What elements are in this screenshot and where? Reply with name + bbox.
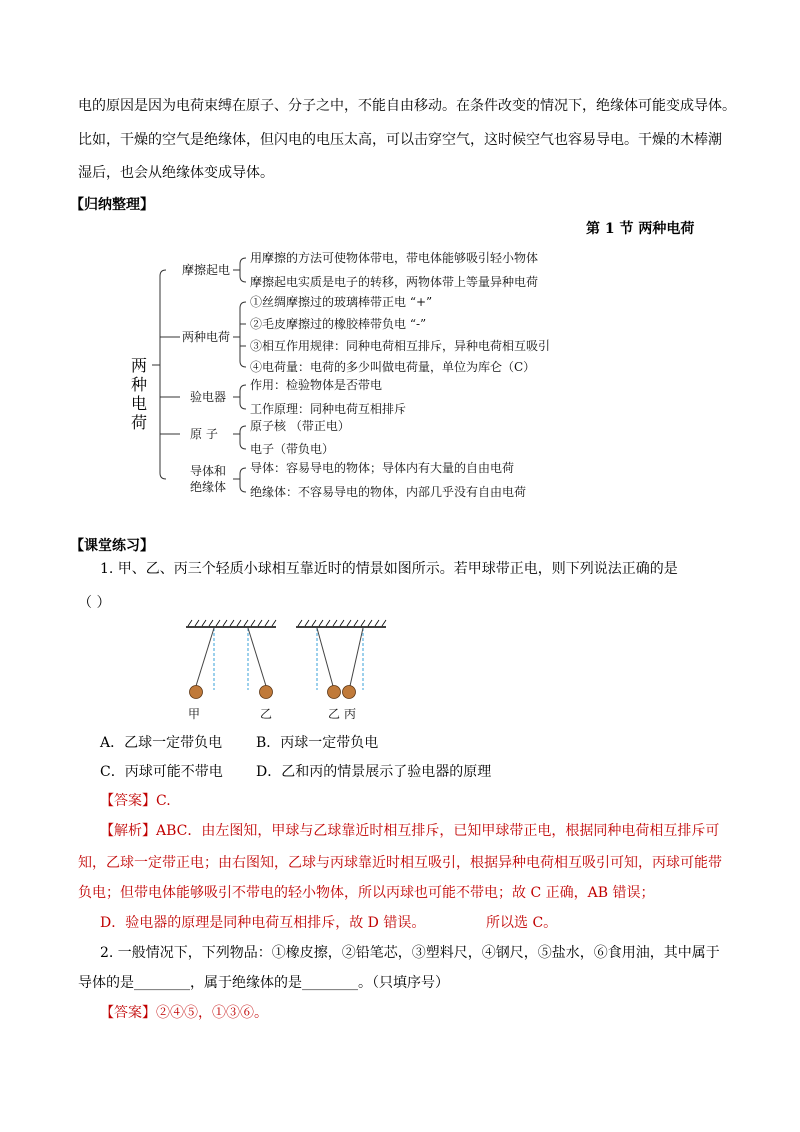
branch-item: 摩擦起电实质是电子的转移，两物体带上等量异种电荷: [250, 275, 539, 289]
intro-line-3: 湿后，也会从绝缘体变成导体。: [78, 165, 274, 181]
q1-analysis-line-3: 负电；但带电体能够吸引不带电的轻小物体，所以丙球也可能不带电；故 C 正确，AB 错误；: [78, 885, 655, 901]
q1-option-a: A．乙球一定带负电: [100, 735, 223, 751]
q2-answer: 【答案】②④⑤，①③⑥。: [100, 1005, 268, 1021]
q1-stem-line-2: （ ）: [78, 595, 111, 611]
branch-item: 绝缘体：不容易导电的物体，内部几乎没有自由电荷: [250, 485, 527, 499]
branch-label-atom: 原 子: [190, 427, 218, 441]
q1-analysis-line-1: 【解析】ABC．由左图知，甲球与乙球靠近时相互排斥，已知甲球带正电，根据同种电荷相互排斥可: [100, 823, 720, 839]
practice-heading: 【课堂练习】: [70, 538, 154, 554]
branch-item: 原子核 （带正电）: [250, 419, 350, 433]
branch-item: 导体：容易导电的物体；导体内有大量的自由电荷: [250, 461, 515, 475]
branch-item: ①丝绸摩擦过的玻璃棒带正电 “+”: [250, 295, 433, 309]
q1-answer: 【答案】C.: [100, 793, 171, 809]
branch-item: ③相互作用规律：同种电荷相互排斥，异种电荷相互吸引: [250, 339, 551, 353]
branch-item: 作用：检验物体是否带电: [250, 378, 383, 392]
branch-item: 工作原理：同种电荷互相排斥: [250, 402, 407, 416]
mindmap-root: 两种电荷: [130, 356, 147, 432]
branch-item: ④电荷量：电荷的多少叫做电荷量，单位为库仑（C）: [250, 360, 536, 374]
q1-option-c: C．丙球可能不带电: [100, 764, 223, 780]
q2-stem-line-2: 导体的是________，属于绝缘体的是________。（只填序号）: [78, 975, 449, 991]
q2-stem-line-1: 2. 一般情况下，下列物品：①橡皮擦，②铅笔芯，③塑料尺，④钢尺，⑤盐水，⑥食用油，其中属于: [100, 945, 720, 961]
q1-option-b: B．丙球一定带负电: [256, 735, 379, 751]
summary-heading: 【归纳整理】: [70, 197, 154, 213]
intro-line-2: 比如，干燥的空气是绝缘体，但闪电的电压太高，可以击穿空气，这时候空气也容易导电。干燥的木棒潮: [78, 132, 722, 148]
branch-item: 电子（带负电）: [250, 442, 335, 456]
fig-label-bing: 丙: [344, 707, 357, 721]
q1-analysis-line-4a: D．验电器的原理是同种电荷互相排斥，故 D 错误。: [100, 915, 426, 931]
pendulum-figure: [186, 620, 386, 699]
branch-label-conductor-1: 导体和: [190, 464, 227, 478]
branch-label-rubbing: 摩擦起电: [182, 263, 231, 277]
intro-line-1: 电的原因是因为电荷束缚在原子、分子之中，不能自由移动。在条件改变的情况下，绝缘体可能变成导体。: [78, 98, 736, 114]
branch-item: ②毛皮摩擦过的橡胶棒带负电 “-”: [250, 317, 427, 331]
fig-label-yi-right: 乙: [328, 707, 341, 721]
q1-stem-line-1: 1. 甲、乙、丙三个轻质小球相互靠近时的情景如图所示。若甲球带正电，则下列说法正确的是: [100, 561, 678, 577]
branch-label-electroscope: 验电器: [190, 390, 227, 404]
fig-label-yi: 乙: [260, 707, 273, 721]
branch-label-conductor-2: 绝缘体: [190, 480, 227, 494]
section-title: 第 1 节 两种电荷: [586, 221, 695, 237]
q1-option-d: D．乙和丙的情景展示了验电器的原理: [256, 764, 492, 780]
q1-analysis-line-2: 知，乙球一定带正电；由右图知，乙球与丙球靠近时相互吸引，根据异种电荷相互吸引可知，丙球可能带: [78, 855, 722, 871]
fig-label-jia: 甲: [188, 707, 201, 721]
branch-item: 用摩擦的方法可使物体带电，带电体能够吸引轻小物体: [250, 251, 539, 265]
branch-label-charges: 两种电荷: [182, 330, 231, 344]
q1-analysis-line-4b: 所以选 C。: [486, 915, 558, 931]
